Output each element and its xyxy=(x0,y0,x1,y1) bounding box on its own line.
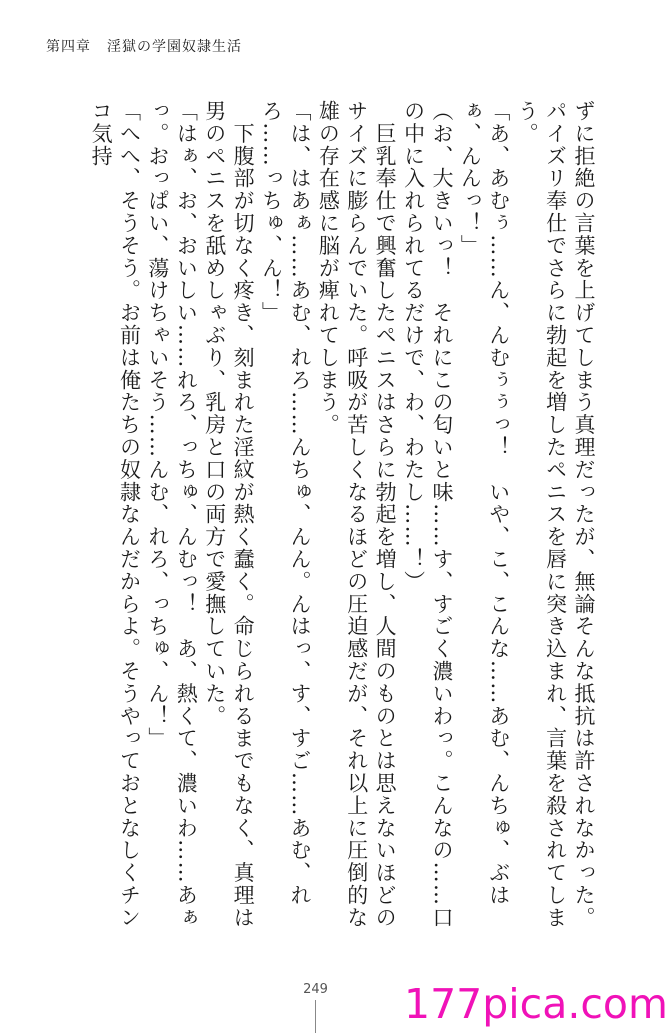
running-head xyxy=(46,36,242,56)
page-number-rule xyxy=(315,1000,316,1033)
chapter-title: 淫獄の学園奴隷生活 xyxy=(107,39,242,55)
paragraph: 「へへ、そうそう。お前は俺たちの奴隷なんだからよ。そうやっておとなしくチンコ気持 xyxy=(89,100,142,929)
paragraph: 巨乳奉仕で興奮したペニスはさらに勃起を増し、人間のものとは思えないほどのサイズに膨らんでいた。呼吸が苦しくなるほどの圧迫感だが、それ以上に圧倒的な雄の存在感に脳が痺れてしまう。 xyxy=(316,100,398,929)
chapter-label: 第四章 xyxy=(46,39,91,55)
page-number: 249 xyxy=(303,982,328,997)
paragraph: 「は、はあぁ……あむ、れろ……んちゅ、んん。んはっ、す、すご……あむ、れろ……っちゅ、ん！」 xyxy=(259,100,312,907)
paragraph: 下腹部が切なく疼き、刻まれた淫紋が熱く蠢く。命じられるまでもなく、真理は男のペニスを舐めしゃぶり、乳房と口の両方で愛撫していた。 xyxy=(202,100,256,929)
watermark: 177pica.com xyxy=(404,980,668,1028)
paragraph: （お、大きいっ！ それにこの匂いと味……す、すごく濃いわっ。こんなの……口の中に入れられてるだけで、わ、わたし……！） xyxy=(401,100,454,929)
paragraph: 「はぁ、お、おいしい……れろ、っちゅ、んむっ！ あ、熱くて、濃いわ……あぁっ。おっぱい、蕩けちゃいそう……んむ、れろ、っちゅ、ん！」 xyxy=(145,100,199,929)
paragraph: 「あ、あむぅ……ん、んむぅぅっ！ いや、こ、こんな……あむ、んちゅ、ぶはぁ、んんっ！」 xyxy=(458,100,511,907)
body-text xyxy=(38,100,598,940)
paragraph: ずに拒絶の言葉を上げてしまう真理だったが、無論そんな抵抗は許されなかった。パイズリ奉仕でさらに勃起を増したペニスを唇に突き込まれ、言葉を殺されてしまう。 xyxy=(515,100,596,929)
